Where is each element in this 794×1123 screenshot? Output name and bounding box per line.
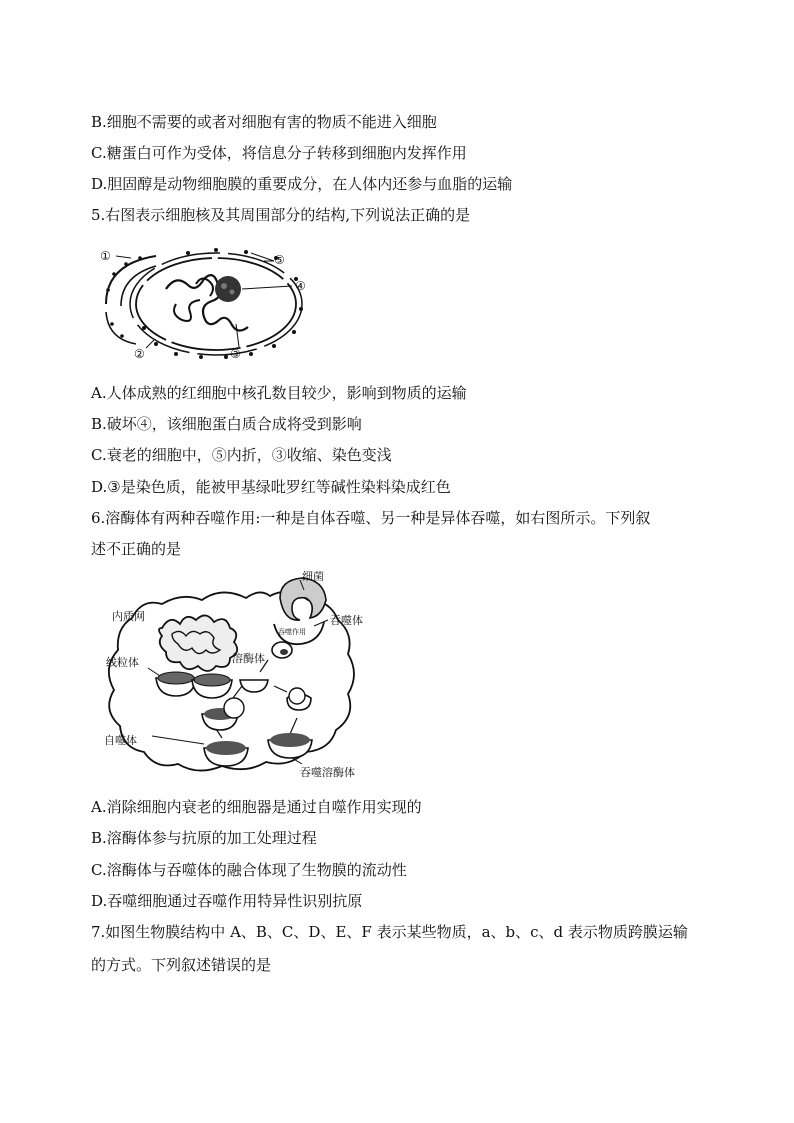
q6-option-a: A.消除细胞内衰老的细胞器是通过自噬作用实现的 xyxy=(91,798,422,816)
q4-option-b: B.细胞不需要的或者对细胞有害的物质不能进入细胞 xyxy=(91,113,437,131)
q7-stem-line2: 的方式。下列叙述错误的是 xyxy=(91,956,272,974)
q7-stem-line1: 7.如图生物膜结构中 A、B、C、D、E、F 表示某些物质，a、b、c、d 表示物质跨膜运输 xyxy=(91,923,688,941)
label-2: ② xyxy=(134,347,145,361)
q6-stem-line1: 6.溶酶体有两种吞噬作用:一种是自体吞噬、另一种是异体吞噬，如右图所示。下列叙 xyxy=(91,509,651,527)
q5-stem: 5.右图表示细胞核及其周围部分的结构,下列说法正确的是 xyxy=(91,206,471,224)
label-autophagosome: 自噬体 xyxy=(104,734,137,747)
q4-option-c: C.糖蛋白可作为受体，将信息分子转移到细胞内发挥作用 xyxy=(91,144,467,162)
q5-option-a: A.人体成熟的红细胞中核孔数目较少，影响到物质的运输 xyxy=(91,384,467,402)
label-phagocytosis: 吞噬作用 xyxy=(278,628,306,636)
label-phagosome: 吞噬体 xyxy=(330,614,363,627)
q5-option-c: C.衰老的细胞中，⑤内折，③收缩、染色变浅 xyxy=(91,446,392,464)
label-phagolysosome: 吞噬溶酶体 xyxy=(300,766,355,779)
label-er: 内质网 xyxy=(112,610,145,623)
label-lysosome: 溶酶体 xyxy=(232,652,265,665)
label-mitochondria: 线粒体 xyxy=(106,656,139,669)
q6-option-d: D.吞噬细胞通过吞噬作用特异性识别抗原 xyxy=(91,892,363,910)
q5-option-d: D.③是染色质，能被甲基绿吡罗红等碱性染料染成红色 xyxy=(91,478,451,496)
q6-stem-line2: 述不正确的是 xyxy=(91,540,182,558)
q5-option-b: B.破坏④，该细胞蛋白质合成将受到影响 xyxy=(91,415,362,433)
label-bacteria: 细菌 xyxy=(302,570,324,583)
lysosome-figure xyxy=(92,568,382,786)
nucleus-figure xyxy=(96,244,326,364)
label-5: ⑤ xyxy=(274,253,285,267)
label-1: ① xyxy=(100,249,111,263)
label-3: ③ xyxy=(230,347,241,361)
q4-option-d: D.胆固醇是动物细胞膜的重要成分，在人体内还参与血脂的运输 xyxy=(91,175,513,193)
q6-option-c: C.溶酶体与吞噬体的融合体现了生物膜的流动性 xyxy=(91,861,407,879)
label-4: ④ xyxy=(295,279,306,293)
q6-option-b: B.溶酶体参与抗原的加工处理过程 xyxy=(91,829,317,847)
